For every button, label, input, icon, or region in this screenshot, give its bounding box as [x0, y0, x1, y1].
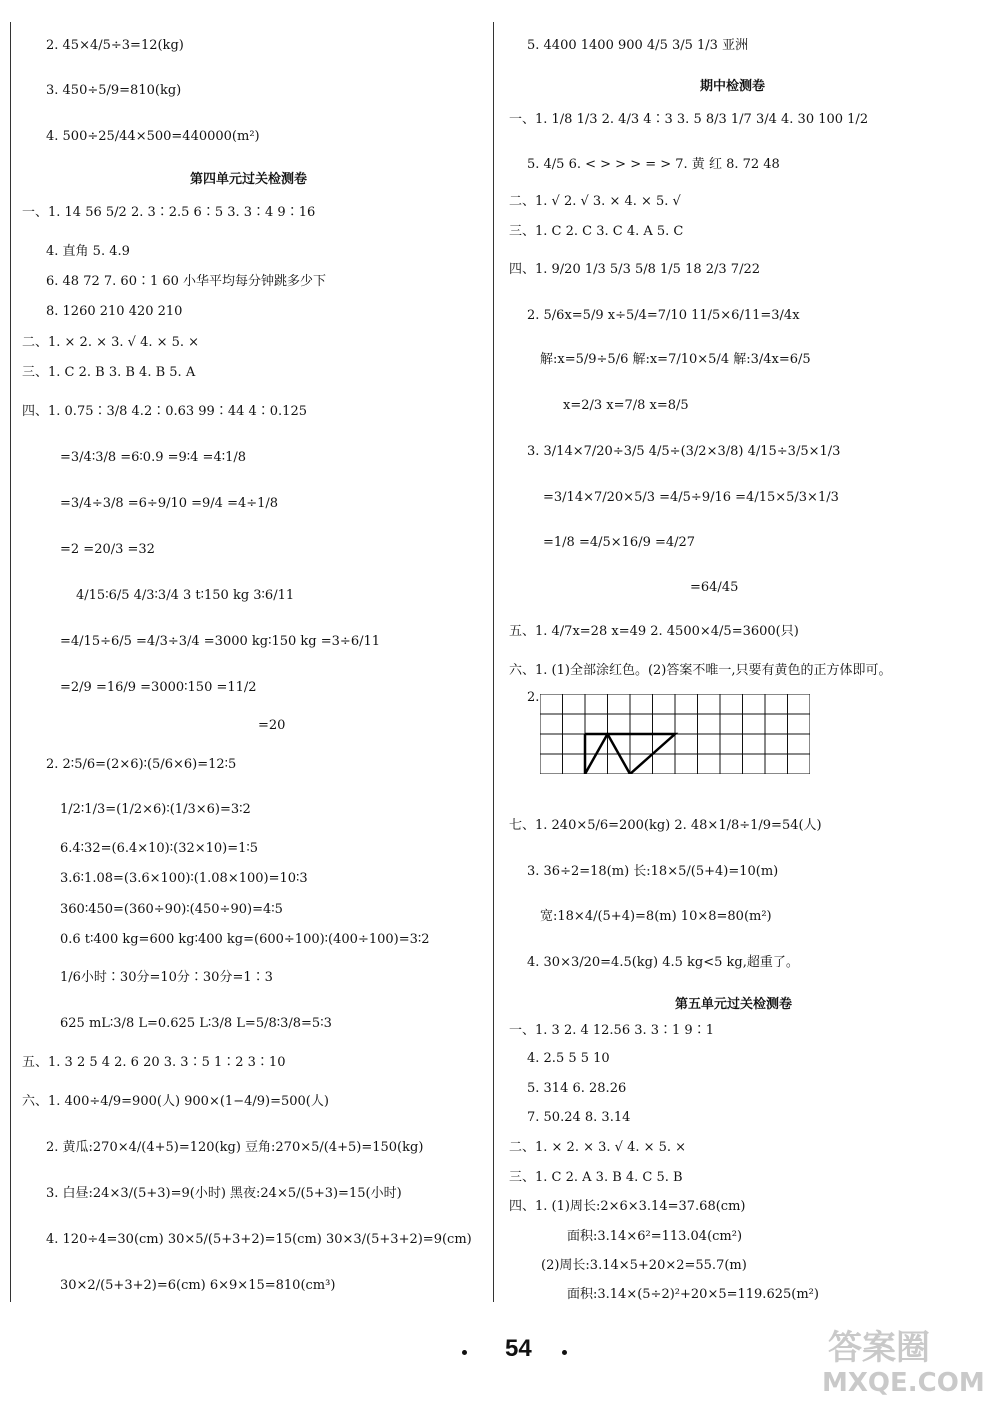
watermark-logo: 答案圈: [828, 1328, 930, 1368]
page-number-dot-right: [562, 1350, 567, 1355]
column-divider: [493, 22, 494, 1302]
left-line: 0.6 t∶400 kg=600 kg∶400 kg=(600÷100)∶(400÷100)=3∶2: [60, 932, 430, 947]
left-line: 2. 2∶5/6=(2×6)∶(5/6×6)=12∶5: [46, 757, 237, 772]
left-line: 1/2∶1/3=(1/2×6)∶(1/3×6)=3∶2: [60, 802, 251, 817]
right-line: =64/45: [690, 580, 739, 595]
left-line: 3.6∶1.08=(3.6×100)∶(1.08×100)=10∶3: [60, 871, 308, 886]
right-line: 4. 2.5 5 5 10: [527, 1051, 610, 1066]
left-line: 四、1. 0.75∶3/8 4.2∶0.63 99∶44 4∶0.125: [22, 404, 307, 419]
section-title-unit4: 第四单元过关检测卷: [190, 172, 308, 187]
left-line: 2. 黄瓜:270×4/(4+5)=120(kg) 豆角:270×5/(4+5)=150(kg): [46, 1140, 424, 1155]
right-line: 六、1. (1)全部涂红色。(2)答案不唯一,只要有黄色的正方体即可。: [509, 663, 892, 678]
right-line: x=2/3 x=7/8 x=8/5: [563, 398, 689, 413]
left-line: 五、1. 3 2 5 4 2. 6 20 3. 3∶5 1∶2 3∶10: [22, 1055, 286, 1070]
right-line: 四、1. (1)周长:2×6×3.14=37.68(cm): [509, 1199, 746, 1214]
left-line: 4. 120÷4=30(cm) 30×5/(5+3+2)=15(cm) 30×3/(5+3+2)=9(cm): [46, 1232, 472, 1247]
right-line: 一、1. 3 2. 4 12.56 3. 3∶1 9∶1: [509, 1023, 714, 1038]
left-line: 三、1. C 2. B 3. B 4. B 5. A: [22, 365, 196, 380]
right-line: =3/14×7/20×5/3 =4/5÷9/16 =4/15×5/3×1/3: [543, 490, 839, 505]
left-line: 6.4∶32=(6.4×10)∶(32×10)=1∶5: [60, 841, 259, 856]
right-line: 宽:18×4/(5+4)=8(m) 10×8=80(m²): [540, 909, 772, 924]
left-line: 625 mL∶3/8 L=0.625 L∶3/8 L=5/8∶3/8=5∶3: [60, 1016, 332, 1031]
right-line: 5. 4400 1400 900 4/5 3/5 1/3 亚洲: [527, 38, 749, 53]
left-line: 4. 500÷25/44×500=440000(m²): [46, 129, 260, 144]
right-line: 七、1. 240×5/6=200(kg) 2. 48×1/8÷1/9=54(人): [509, 818, 822, 833]
drawing-grid: [540, 694, 810, 774]
left-line: 1/6小时∶30分=10分∶30分=1∶3: [60, 970, 273, 985]
right-line: =1/8 =4/5×16/9 =4/27: [543, 535, 696, 550]
left-line: 4/15∶6/5 4/3∶3/4 3 t∶150 kg 3∶6/11: [76, 588, 295, 603]
right-line: 4. 30×3/20=4.5(kg) 4.5 kg<5 kg,超重了。: [527, 955, 799, 970]
left-line: 一、1. 14 56 5/2 2. 3∶2.5 6∶5 3. 3∶4 9∶16: [22, 205, 316, 220]
left-line: =2 =20/3 =32: [60, 542, 155, 557]
section-title-unit5: 第五单元过关检测卷: [675, 997, 793, 1012]
left-line: 3. 白昼:24×3/(5+3)=9(小时) 黑夜:24×5/(5+3)=15(小时): [46, 1186, 402, 1201]
right-line: 一、1. 1/8 1/3 2. 4/3 4∶3 3. 5 8/3 1/7 3/4 4. 30 100 1/2: [509, 112, 869, 127]
right-line: 3. 3/14×7/20÷3/5 4/5÷(3/2×3/8) 4/15÷3/5×1/3: [527, 444, 841, 459]
right-line: 二、1. √ 2. √ 3. × 4. × 5. √: [509, 194, 681, 209]
left-line: 2. 45×4/5÷3=12(kg): [46, 38, 184, 53]
left-line: 二、1. × 2. × 3. √ 4. × 5. ×: [22, 335, 200, 350]
left-line: 6. 48 72 7. 60∶1 60 小华平均每分钟跳多少下: [46, 274, 327, 289]
watermark-url: MXQE.COM: [822, 1368, 985, 1398]
grid-question-label: 2.: [527, 690, 540, 705]
left-line: 360∶450=(360÷90)∶(450÷90)=4∶5: [60, 902, 283, 917]
left-line: =20: [258, 718, 286, 733]
right-line: 7. 50.24 8. 3.14: [527, 1110, 631, 1125]
right-line: 面积:3.14×6²=113.04(cm²): [567, 1229, 743, 1244]
right-line: 3. 36÷2=18(m) 长:18×5/(5+4)=10(m): [527, 864, 779, 879]
right-line: 2. 5/6x=5/9 x÷5/4=7/10 11/5×6/11=3/4x: [527, 308, 800, 323]
right-line: 5. 4/5 6. < > > > = > 7. 黄 红 8. 72 48: [527, 157, 780, 172]
right-line: 五、1. 4/7x=28 x=49 2. 4500×4/5=3600(只): [509, 624, 799, 639]
right-line: 5. 314 6. 28.26: [527, 1081, 627, 1096]
left-line: =2/9 =16/9 =3000∶150 =11/2: [60, 680, 257, 695]
right-line: 三、1. C 2. C 3. C 4. A 5. C: [509, 224, 684, 239]
left-line: 六、1. 400÷4/9=900(人) 900×(1−4/9)=500(人): [22, 1094, 329, 1109]
left-line: =4/15÷6/5 =4/3÷3/4 =3000 kg∶150 kg =3÷6/11: [60, 634, 381, 649]
left-line: =3/4÷3/8 =6÷9/10 =9/4 =4÷1/8: [60, 496, 279, 511]
page-number: 54: [505, 1335, 532, 1362]
left-line: =3/4∶3/8 =6∶0.9 =9∶4 =4∶1/8: [60, 450, 247, 465]
left-margin-rule: [10, 22, 11, 1302]
right-line: 三、1. C 2. A 3. B 4. C 5. B: [509, 1170, 683, 1185]
left-line: 4. 直角 5. 4.9: [46, 244, 130, 259]
right-line: 解:x=5/9÷5/6 解:x=7/10×5/4 解:3/4x=6/5: [540, 352, 811, 367]
right-line: (2)周长:3.14×5+20×2=55.7(m): [541, 1258, 747, 1273]
right-line: 二、1. × 2. × 3. √ 4. × 5. ×: [509, 1140, 687, 1155]
left-line: 30×2/(5+3+2)=6(cm) 6×9×15=810(cm³): [60, 1278, 336, 1293]
right-line: 面积:3.14×(5÷2)²+20×5=119.625(m²): [567, 1287, 819, 1302]
left-line: 3. 450÷5/9=810(kg): [46, 83, 182, 98]
right-line: 四、1. 9/20 1/3 5/3 5/8 1/5 18 2/3 7/22: [509, 262, 760, 277]
left-line: 8. 1260 210 420 210: [46, 304, 183, 319]
page-number-dot-left: [462, 1350, 467, 1355]
section-title-midterm: 期中检测卷: [700, 79, 766, 94]
